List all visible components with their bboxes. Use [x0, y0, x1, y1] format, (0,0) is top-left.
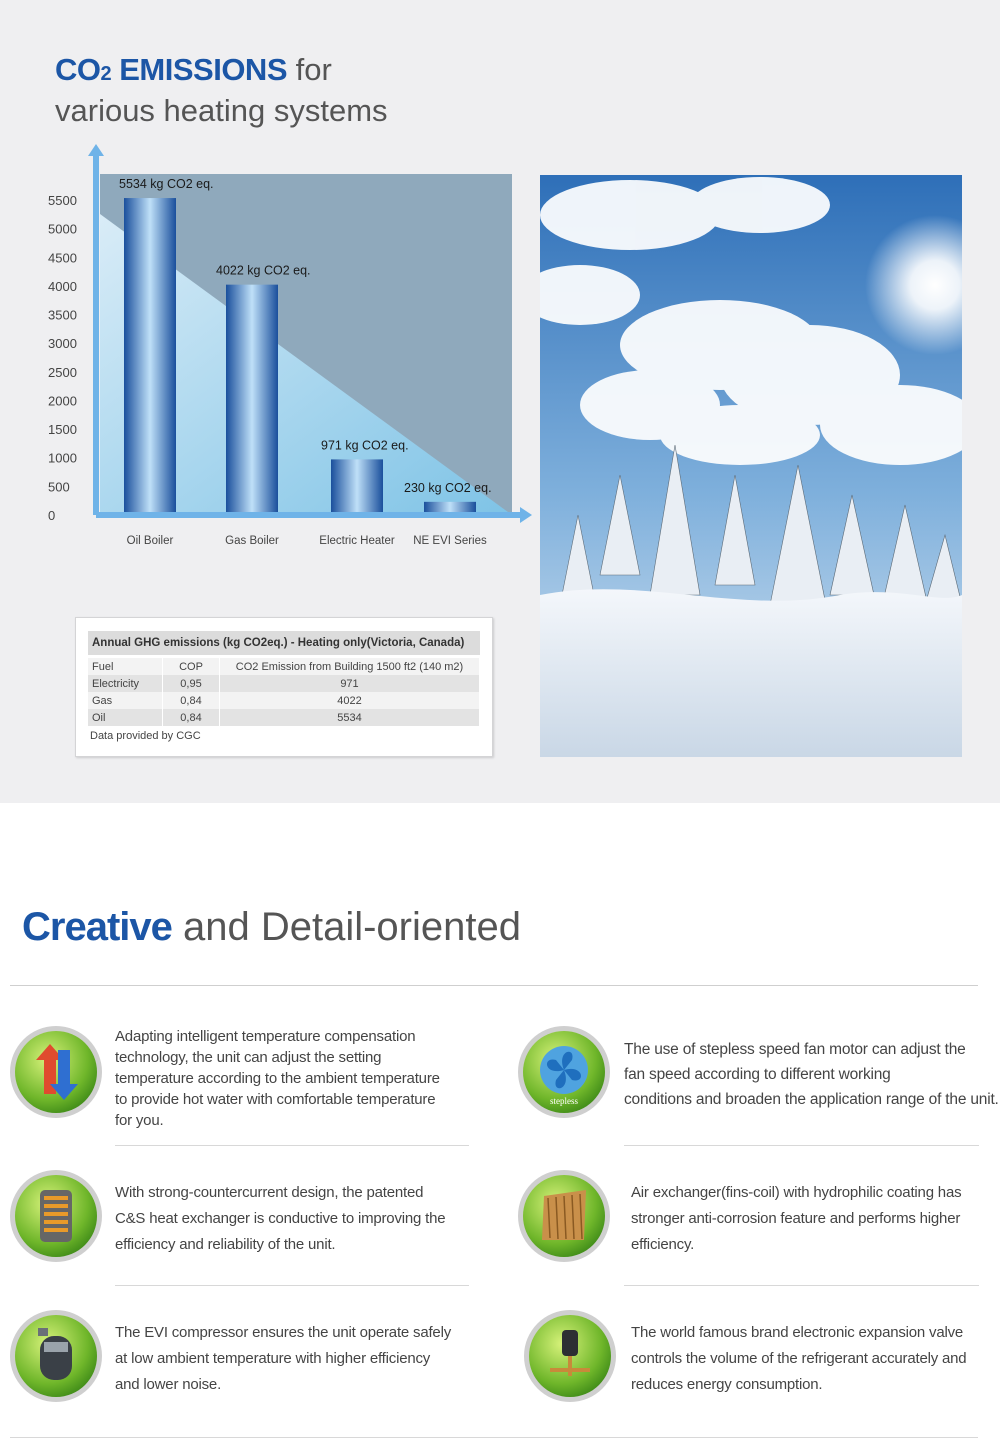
y-tick-label: 4500	[48, 250, 77, 266]
section-title	[22, 905, 521, 950]
table-header: COP	[163, 658, 220, 675]
y-tick-label: 3500	[48, 307, 77, 323]
feature-line: stronger anti-corrosion feature and performs higher	[631, 1210, 961, 1227]
feature-line: fan speed according to different working	[624, 1066, 891, 1083]
table-header: CO2 Emission from Building 1500 ft2 (140 m2)	[220, 658, 480, 675]
feature-line: and lower noise.	[115, 1376, 222, 1393]
y-tick-label: 4000	[48, 278, 77, 294]
emissions-bar-chart	[40, 140, 540, 560]
table-row	[88, 709, 480, 726]
y-tick-label: 1500	[48, 422, 77, 438]
table-cell: 971	[220, 675, 480, 692]
table-cell: 0,84	[163, 692, 220, 709]
x-tick-label: NE EVI Series	[413, 535, 487, 547]
feature-line: C&S heat exchanger is conductive to improving the	[115, 1210, 446, 1227]
feature-line: efficiency.	[631, 1236, 695, 1253]
feature-line: efficiency and reliability of the unit.	[115, 1236, 336, 1253]
y-tick-label: 3000	[48, 336, 77, 352]
feature-description	[624, 1037, 999, 1112]
section-divider	[10, 985, 978, 986]
table-cell: Oil	[88, 709, 163, 726]
table-cell: 5534	[220, 709, 480, 726]
feature-description	[115, 1026, 440, 1131]
data-label: 230 kg CO2 eq.	[404, 480, 492, 495]
table-header-row	[88, 658, 480, 675]
expansion-valve-icon	[522, 1308, 618, 1404]
x-tick-label: Electric Heater	[319, 535, 395, 547]
table-cell: 0,95	[163, 675, 220, 692]
feature-line: The world famous brand electronic expansion valve	[631, 1324, 964, 1341]
table-cell: Gas	[88, 692, 163, 709]
feature-line: temperature according to the ambient temperature	[115, 1070, 440, 1087]
page-subtitle: various heating systems	[55, 93, 388, 128]
section-title-rest: and Detail-oriented	[171, 905, 521, 949]
feature-line: at low ambient temperature with higher efficiency	[115, 1350, 431, 1367]
title-highlight: CO2 EMISSIONS	[55, 52, 287, 87]
feature-description	[115, 1180, 445, 1258]
bar-3	[424, 502, 476, 512]
heat-exchanger-icon	[8, 1168, 104, 1264]
stepless-fan-icon	[516, 1024, 612, 1120]
stepless-badge: stepless	[550, 1096, 578, 1106]
feature-divider	[624, 1285, 979, 1286]
feature-line: The use of stepless speed fan motor can adjust the	[624, 1041, 966, 1058]
ghg-table	[88, 658, 480, 726]
table-header: Fuel	[88, 658, 163, 675]
y-tick-label: 0	[48, 508, 56, 523]
section-title-highlight: Creative	[22, 905, 172, 949]
y-tick-label: 500	[48, 479, 70, 495]
feature-divider	[115, 1285, 469, 1286]
y-tick-label: 5000	[48, 221, 77, 237]
feature-description	[115, 1320, 451, 1398]
feature-description	[631, 1320, 966, 1398]
temperature-arrows-icon	[8, 1024, 104, 1120]
x-axis-arrow	[520, 507, 532, 523]
feature-line: reduces energy consumption.	[631, 1376, 823, 1393]
feature-line: to provide hot water with comfortable temperature	[115, 1091, 436, 1108]
table-cell: 4022	[220, 692, 480, 709]
y-axis-arrow	[88, 144, 104, 156]
feature-line: With strong-countercurrent design, the patented	[115, 1184, 424, 1201]
bar-2	[331, 459, 383, 512]
x-tick-label: Gas Boiler	[225, 535, 279, 547]
feature-line: The EVI compressor ensures the unit operate safely	[115, 1324, 452, 1341]
feature-divider	[115, 1145, 469, 1146]
data-label: 5534 kg CO2 eq.	[119, 177, 214, 192]
feature-line: for you.	[115, 1112, 164, 1129]
feature-line: Air exchanger(fins-coil) with hydrophilic coating has	[631, 1184, 962, 1201]
feature-line: conditions and broaden the application range of the unit.	[624, 1091, 999, 1108]
y-tick-label: 1000	[48, 450, 77, 466]
compressor-icon	[8, 1308, 104, 1404]
feature-line: controls the volume of the refrigerant accurately and	[631, 1350, 967, 1367]
page-title	[55, 52, 332, 88]
feature-description	[631, 1180, 961, 1258]
data-label: 971 kg CO2 eq.	[321, 438, 409, 453]
table-cell: Electricity	[88, 675, 163, 692]
table-row	[88, 675, 480, 692]
table-title: Annual GHG emissions (kg CO2eq.) - Heating only(Victoria, Canada)	[88, 631, 480, 655]
table-cell: 0,84	[163, 709, 220, 726]
y-tick-label: 2000	[48, 393, 77, 409]
fins-coil-icon	[516, 1168, 612, 1264]
x-tick-label: Oil Boiler	[126, 535, 174, 547]
title-rest: for	[287, 52, 332, 87]
snowy-landscape-image	[540, 175, 962, 757]
table-row	[88, 692, 480, 709]
feature-line: Adapting intelligent temperature compensation	[115, 1028, 416, 1045]
ghg-table-card	[75, 617, 493, 757]
bar-1	[226, 285, 278, 512]
y-tick-label: 2500	[48, 364, 77, 380]
table-note: Data provided by CGC	[90, 730, 201, 742]
bar-0	[124, 198, 176, 512]
bottom-divider	[10, 1437, 978, 1438]
feature-divider	[624, 1145, 979, 1146]
feature-line: technology, the unit can adjust the setting	[115, 1049, 382, 1066]
data-label: 4022 kg CO2 eq.	[216, 263, 311, 278]
y-tick-label: 5500	[48, 193, 77, 208]
